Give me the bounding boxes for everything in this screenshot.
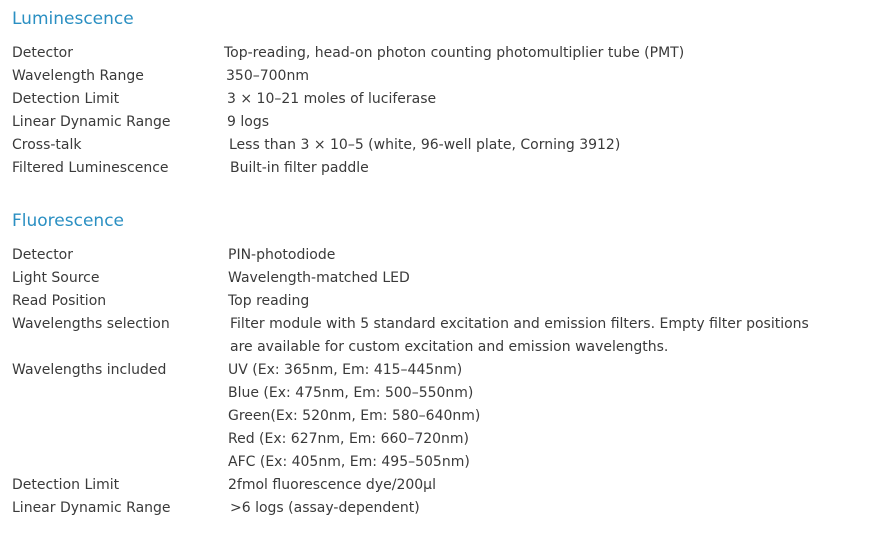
spec-value bbox=[230, 157, 862, 180]
spec-label: Detection Limit bbox=[12, 91, 120, 107]
spec-value-line: are available for custom excitation and emission wavelengths. bbox=[230, 339, 669, 355]
spec-value-line: Wavelength-matched LED bbox=[228, 270, 410, 286]
luminescence-heading: Luminescence bbox=[12, 9, 134, 29]
spec-value bbox=[228, 267, 862, 290]
spec-label: Linear Dynamic Range bbox=[12, 500, 171, 516]
fluorescence-spec-list bbox=[12, 244, 862, 520]
spec-label: Wavelengths selection bbox=[12, 316, 170, 332]
spec-value-line: 2fmol fluorescence dye/200µl bbox=[228, 477, 436, 493]
spec-row bbox=[12, 267, 862, 290]
spec-label: Wavelength Range bbox=[12, 68, 144, 84]
spec-label: Linear Dynamic Range bbox=[12, 114, 171, 130]
spec-value-line: 3 × 10–21 moles of luciferase bbox=[227, 91, 437, 107]
spec-label: Wavelengths included bbox=[12, 362, 167, 378]
spec-row bbox=[12, 42, 862, 65]
fluorescence-heading: Fluorescence bbox=[12, 211, 124, 231]
spec-row bbox=[12, 313, 862, 359]
spec-value-line: Less than 3 × 10–5 (white, 96-well plate, Corning 3912) bbox=[229, 137, 621, 153]
spec-value-line: 9 logs bbox=[227, 114, 269, 130]
spec-value-line: Red (Ex: 627nm, Em: 660–720nm) bbox=[228, 431, 470, 447]
spec-row bbox=[12, 157, 862, 180]
spec-row bbox=[12, 290, 862, 313]
fluorescence-section bbox=[12, 210, 862, 520]
spec-row bbox=[12, 474, 862, 497]
spec-label: Light Source bbox=[12, 270, 100, 286]
spec-row bbox=[12, 65, 862, 88]
spec-label: Filtered Luminescence bbox=[12, 160, 169, 176]
spec-value-line: PIN-photodiode bbox=[228, 247, 336, 263]
spec-value bbox=[228, 244, 862, 267]
spec-value-line: UV (Ex: 365nm, Em: 415–445nm) bbox=[228, 362, 463, 378]
spec-label: Cross-talk bbox=[12, 137, 82, 153]
spec-row bbox=[12, 134, 862, 157]
spec-value bbox=[228, 359, 862, 474]
spec-value-line: 350–700nm bbox=[226, 68, 309, 84]
spec-value-line: Top reading bbox=[228, 293, 310, 309]
spec-value-line: >6 logs (assay-dependent) bbox=[230, 500, 420, 516]
luminescence-spec-list bbox=[12, 42, 862, 180]
spec-value bbox=[227, 111, 862, 134]
spec-row bbox=[12, 497, 862, 520]
spec-value-line: Top-reading, head-on photon counting photomultiplier tube (PMT) bbox=[224, 45, 685, 61]
spec-value-line: Blue (Ex: 475nm, Em: 500–550nm) bbox=[228, 385, 474, 401]
spec-value-line: AFC (Ex: 405nm, Em: 495–505nm) bbox=[228, 454, 470, 470]
spec-row bbox=[12, 88, 862, 111]
spec-value bbox=[230, 313, 862, 359]
spec-value bbox=[230, 497, 862, 520]
spec-value bbox=[224, 42, 862, 65]
spec-value-line: Green(Ex: 520nm, Em: 580–640nm) bbox=[228, 408, 481, 424]
spec-row bbox=[12, 244, 862, 267]
spec-value bbox=[229, 134, 862, 157]
spec-value bbox=[228, 474, 862, 497]
spec-value bbox=[228, 290, 862, 313]
spec-label: Read Position bbox=[12, 293, 107, 309]
spec-label: Detector bbox=[12, 45, 74, 61]
spec-row bbox=[12, 111, 862, 134]
spec-label: Detection Limit bbox=[12, 477, 120, 493]
luminescence-section bbox=[12, 8, 862, 180]
spec-value bbox=[227, 88, 862, 111]
spec-row bbox=[12, 359, 862, 474]
spec-value-line: Filter module with 5 standard excitation and emission filters. Empty filter positions bbox=[230, 316, 809, 332]
spec-value bbox=[226, 65, 862, 88]
spec-label: Detector bbox=[12, 247, 74, 263]
spec-value-line: Built-in filter paddle bbox=[230, 160, 369, 176]
